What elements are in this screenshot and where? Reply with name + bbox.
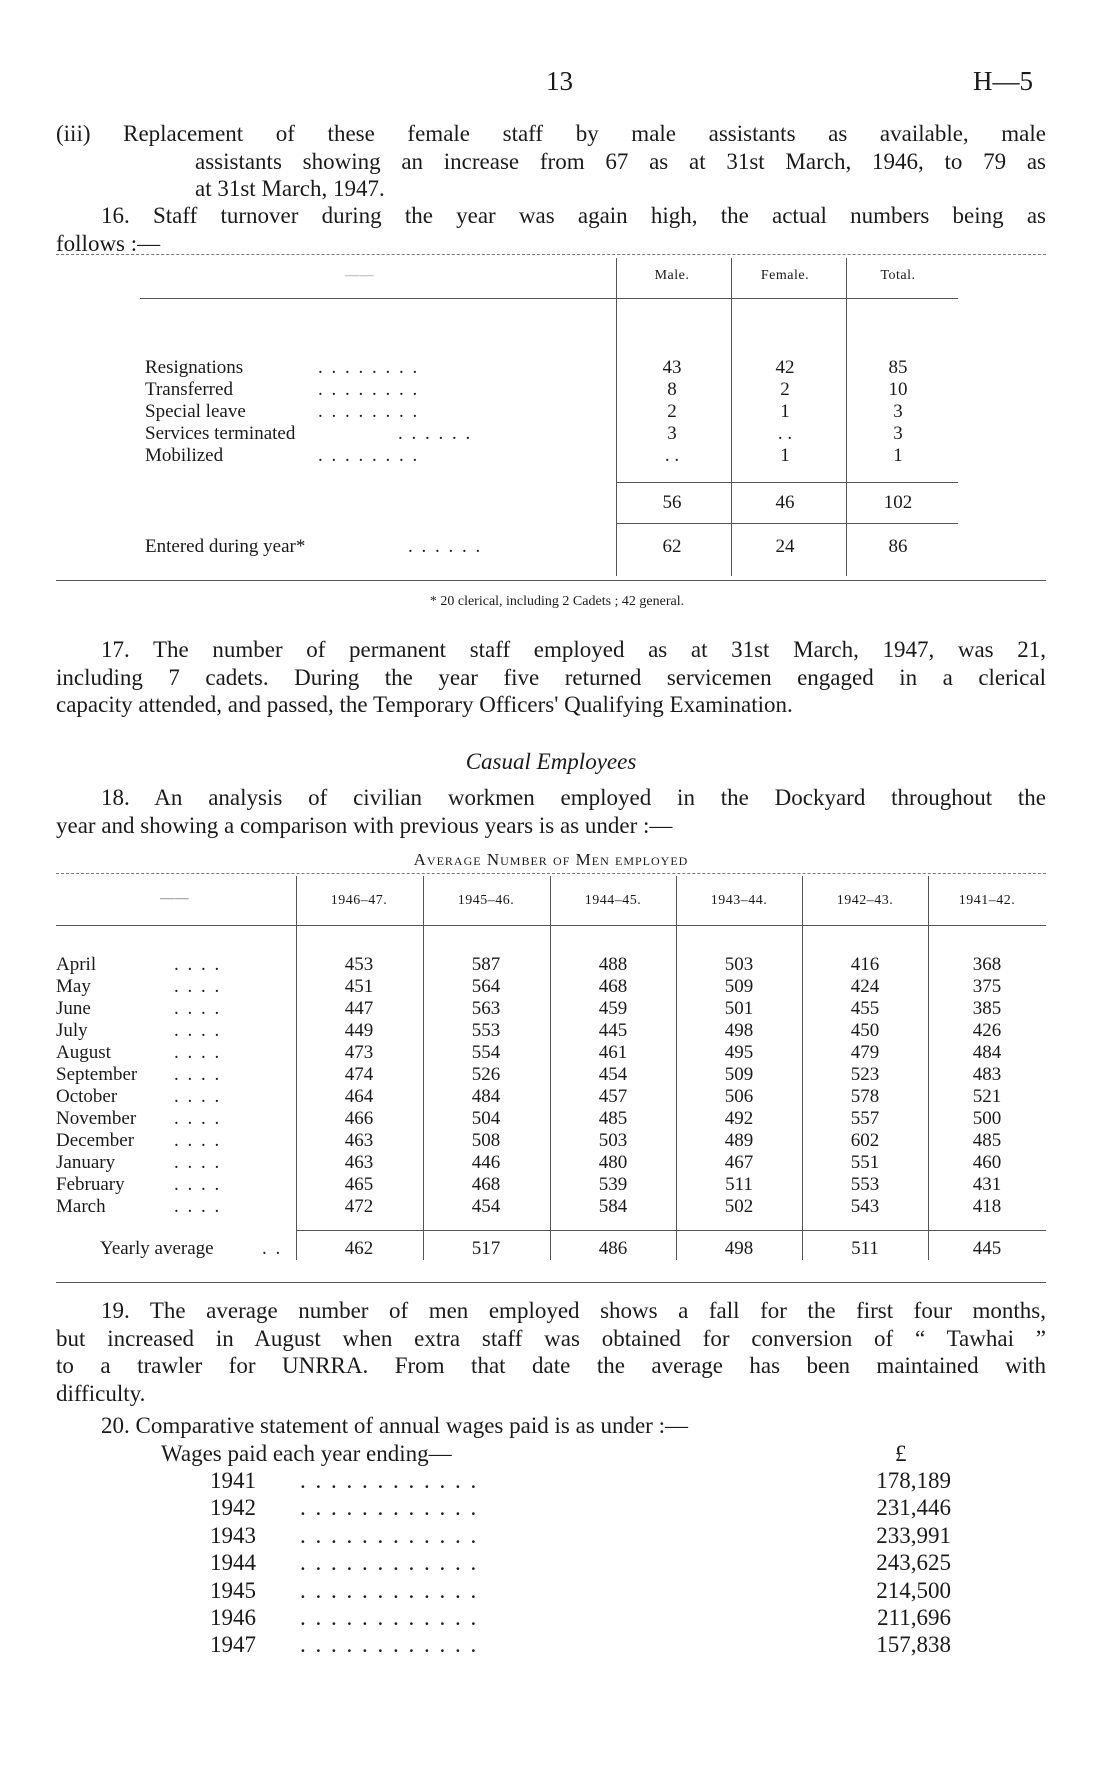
table-cell: 466 [344, 1108, 374, 1129]
table-cell: 539 [598, 1174, 628, 1195]
leader-dots: . . . . [174, 1196, 222, 1217]
cell-total: 86 [888, 536, 908, 557]
average-cell: 498 [724, 1238, 754, 1259]
table-cell: 504 [471, 1108, 501, 1129]
paragraph-20: 20. Comparative statement of annual wages paid is as under :— [101, 1413, 688, 1438]
table-bottom-rule [56, 580, 1046, 581]
wages-year: 1944 [210, 1550, 256, 1575]
table-cell: 453 [344, 954, 374, 975]
table-cell: 509 [724, 1064, 754, 1085]
month-label: April [56, 954, 97, 975]
table-cell: 508 [471, 1130, 501, 1151]
table-cell: 416 [850, 954, 880, 975]
column-rule [846, 258, 847, 576]
table-cell: 449 [344, 1020, 374, 1041]
wages-year: 1946 [210, 1605, 256, 1630]
average-cell: 462 [344, 1238, 374, 1259]
table-cell: 484 [471, 1086, 501, 1107]
header-rule [140, 298, 958, 299]
table-cell: 492 [724, 1108, 754, 1129]
header-rule [56, 925, 1046, 926]
table-cell: 472 [344, 1196, 374, 1217]
table-cell: 451 [344, 976, 374, 997]
table-cell: 506 [724, 1086, 754, 1107]
month-label: August [56, 1042, 111, 1063]
table-cell: 500 [972, 1108, 1002, 1129]
row-label: Transferred [145, 379, 233, 400]
paragraph-16 [56, 202, 1046, 257]
table-cell: 495 [724, 1042, 754, 1063]
column-header: 1942–43. [836, 893, 894, 908]
table-cell: 467 [724, 1152, 754, 1173]
stub-header: —— [160, 891, 189, 906]
table-top-rule [56, 873, 1046, 874]
table-cell: 484 [972, 1042, 1002, 1063]
column-rule [731, 258, 732, 576]
row-label: Yearly average [100, 1238, 214, 1259]
total-total: 102 [883, 492, 913, 513]
total-rule [616, 523, 958, 524]
table-cell: 480 [598, 1152, 628, 1173]
paragraph-line: including 7 cadets. During the year five returned servicemen engaged in a clerical [56, 664, 1046, 690]
paragraph-line: follows :— [56, 230, 161, 256]
wages-year: 1947 [210, 1632, 256, 1657]
table-top-rule [56, 254, 1046, 255]
document-reference: H—5 [973, 66, 1033, 96]
average-cell: 517 [471, 1238, 501, 1259]
month-label: May [56, 976, 91, 997]
leader-dots: . . . . [174, 976, 222, 997]
paragraph-17 [56, 636, 1046, 719]
cell-female: 24 [775, 536, 795, 557]
leader-dots: . . . . [174, 1086, 222, 1107]
leader-dots: . . . . [174, 1020, 222, 1041]
row-label: Resignations [145, 357, 244, 378]
table-cell: 564 [471, 976, 501, 997]
leader-dots: . . . . . . . . [318, 401, 420, 422]
leader-dots: . . . . . . . . . . . . [300, 1605, 479, 1630]
table-cell: 488 [598, 954, 628, 975]
paragraph-line: 18. An analysis of civilian workmen employed in the Dockyard throughout the [101, 785, 1046, 810]
leader-dots: . . . . . . . . [318, 357, 420, 378]
month-label: December [56, 1130, 135, 1151]
table-cell: 454 [471, 1196, 501, 1217]
table-cell: 426 [972, 1020, 1002, 1041]
table-cell: 468 [471, 1174, 501, 1195]
cell-total: 3 [893, 423, 903, 444]
page-number: 13 [546, 66, 573, 96]
table-cell: 602 [850, 1130, 880, 1151]
leader-dots: . . [262, 1238, 283, 1259]
paragraph-line: assistants showing an increase from 67 as at 31st March, 1946, to 79 as [195, 148, 1046, 174]
column-header: 1945–46. [457, 893, 515, 908]
table-cell: 461 [598, 1042, 628, 1063]
table-cell: 445 [598, 1020, 628, 1041]
table-cell: 554 [471, 1042, 501, 1063]
paragraph-line: year and showing a comparison with previous years is as under :— [56, 812, 673, 838]
table-cell: 447 [344, 998, 374, 1019]
table-cell: 424 [850, 976, 880, 997]
leader-dots: . . . . . . . . [318, 445, 420, 466]
table-cell: 474 [344, 1064, 374, 1085]
table-cell: 509 [724, 976, 754, 997]
table-cell: 553 [471, 1020, 501, 1041]
column-header-total: Total. [880, 268, 916, 283]
cell-male: 43 [662, 357, 682, 378]
table-cell: 489 [724, 1130, 754, 1151]
paragraph-18 [56, 784, 1046, 839]
leader-dots: . . . . . . . . [318, 379, 420, 400]
wages-amount: 214,500 [876, 1578, 951, 1603]
table-cell: 503 [598, 1130, 628, 1151]
leader-dots: . . . . [174, 1108, 222, 1129]
row-label: Services terminated [145, 423, 296, 444]
table-cell: 503 [724, 954, 754, 975]
cell-male: 2 [667, 401, 677, 422]
table-cell: 551 [850, 1152, 880, 1173]
month-label: February [56, 1174, 125, 1195]
leader-dots: . . . . . . . . . . . . [300, 1550, 479, 1575]
table-cell: 473 [344, 1042, 374, 1063]
paragraph-line: capacity attended, and passed, the Temporary Officers' Qualifying Examination. [56, 692, 793, 718]
table-cell: 563 [471, 998, 501, 1019]
section-heading: Casual Employees [465, 749, 637, 774]
paragraph-line: to a trawler for UNRRA. From that date the average has been maintained with [56, 1353, 1046, 1379]
leader-dots: . . . . . . . . . . . . [300, 1578, 479, 1603]
cell-female: 2 [780, 379, 790, 400]
table-cell: 457 [598, 1086, 628, 1107]
paragraph-iii [56, 120, 1046, 203]
cell-female: 1 [780, 401, 790, 422]
table-cell: 485 [972, 1130, 1002, 1151]
table-cell: 502 [724, 1196, 754, 1217]
table-cell: 463 [344, 1130, 374, 1151]
leader-dots: . . . . [174, 954, 222, 975]
table-cell: 483 [972, 1064, 1002, 1085]
month-label: March [56, 1196, 106, 1217]
cell-female: . . [777, 423, 793, 444]
paragraph-line: at 31st March, 1947. [195, 176, 385, 202]
paragraph-line: 19. The average number of men employed shows a fall for the first four months, [101, 1298, 1046, 1323]
cell-female: 42 [775, 357, 795, 378]
table-footnote: * 20 clerical, including 2 Cadets ; 42 general. [429, 594, 685, 609]
month-label: June [56, 998, 91, 1019]
cell-male: 62 [662, 536, 682, 557]
column-header: 1946–47. [330, 893, 388, 908]
cell-male: 8 [667, 379, 677, 400]
paragraph-line: difficulty. [56, 1380, 146, 1406]
cell-total: 3 [893, 401, 903, 422]
stub-header: —— [345, 268, 374, 283]
table-cell: 446 [471, 1152, 501, 1173]
month-label: October [56, 1086, 118, 1107]
table-cell: 418 [972, 1196, 1002, 1217]
average-cell: 511 [851, 1238, 879, 1259]
month-label: January [56, 1152, 116, 1173]
table-cell: 584 [598, 1196, 628, 1217]
column-header-female: Female. [760, 268, 810, 283]
table-cell: 578 [850, 1086, 880, 1107]
table-cell: 521 [972, 1086, 1002, 1107]
wages-amount: 233,991 [876, 1523, 951, 1548]
month-label: July [56, 1020, 88, 1041]
cell-total: 10 [888, 379, 908, 400]
table-cell: 464 [344, 1086, 374, 1107]
leader-dots: . . . . [174, 1130, 222, 1151]
table-cell: 557 [850, 1108, 880, 1129]
table-cell: 375 [972, 976, 1002, 997]
table-cell: 431 [972, 1174, 1002, 1195]
paragraph-line: (iii) Replacement of these female staff by male assistants as available, male [56, 121, 1046, 146]
leader-dots: . . . . . . . . . . . . [300, 1495, 479, 1520]
table-cell: 368 [972, 954, 1002, 975]
table-cell: 385 [972, 998, 1002, 1019]
wages-amount: 178,189 [876, 1468, 951, 1493]
table-cell: 463 [344, 1152, 374, 1173]
wages-year: 1941 [210, 1468, 256, 1493]
wages-year: 1943 [210, 1523, 256, 1548]
table-cell: 455 [850, 998, 880, 1019]
leader-dots: . . . . . . . . . . . . [300, 1523, 479, 1548]
leader-dots: . . . . [174, 1152, 222, 1173]
table-cell: 485 [598, 1108, 628, 1129]
wages-subheading: Wages paid each year ending— [161, 1441, 452, 1466]
table-cell: 479 [850, 1042, 880, 1063]
currency-unit: £ [895, 1441, 907, 1466]
average-cell: 486 [598, 1238, 628, 1259]
table-cell: 511 [725, 1174, 753, 1195]
column-header: 1941–42. [958, 893, 1016, 908]
row-label: Entered during year* [145, 536, 306, 557]
leader-dots: . . . . [174, 1064, 222, 1085]
leader-dots: . . . . . . [398, 423, 473, 444]
cell-total: 85 [888, 357, 908, 378]
total-female: 46 [775, 492, 795, 513]
table-cell: 454 [598, 1064, 628, 1085]
row-label: Mobilized [145, 445, 224, 466]
table-cell: 498 [724, 1020, 754, 1041]
leader-dots: . . . . . . . . . . . . [300, 1632, 479, 1657]
table-bottom-rule [56, 1282, 1046, 1283]
wages-year: 1942 [210, 1495, 256, 1520]
table-cell: 450 [850, 1020, 880, 1041]
table-title: Average Number of Men employed [413, 850, 689, 869]
leader-dots: . . . . [174, 998, 222, 1019]
cell-male: . . [664, 445, 680, 466]
paragraph-19 [56, 1297, 1046, 1407]
table-cell: 587 [471, 954, 501, 975]
cell-male: 3 [667, 423, 677, 444]
paragraph-line: 17. The number of permanent staff employed as at 31st March, 1947, was 21, [101, 637, 1046, 662]
month-label: November [56, 1108, 137, 1129]
leader-dots: . . . . [174, 1042, 222, 1063]
wages-amount: 157,838 [876, 1632, 951, 1657]
table-cell: 468 [598, 976, 628, 997]
table-cell: 523 [850, 1064, 880, 1085]
wages-amount: 243,625 [876, 1550, 951, 1575]
table-cell: 465 [344, 1174, 374, 1195]
cell-total: 1 [893, 445, 903, 466]
column-rule [616, 258, 617, 576]
leader-dots: . . . . [174, 1174, 222, 1195]
table-cell: 501 [724, 998, 754, 1019]
wages-amount: 231,446 [876, 1495, 951, 1520]
wages-amount: 211,696 [877, 1605, 951, 1630]
column-header: 1944–45. [584, 893, 642, 908]
average-cell: 445 [972, 1238, 1002, 1259]
total-male: 56 [662, 492, 682, 513]
subtotal-rule [616, 482, 958, 483]
table-cell: 526 [471, 1064, 501, 1085]
column-header-male: Male. [654, 268, 690, 283]
average-rule [296, 1230, 1046, 1231]
table-cell: 459 [598, 998, 628, 1019]
table-cell: 553 [850, 1174, 880, 1195]
table-cell: 543 [850, 1196, 880, 1217]
wages-year: 1945 [210, 1578, 256, 1603]
cell-female: 1 [780, 445, 790, 466]
paragraph-line: 16. Staff turnover during the year was again high, the actual numbers being as [101, 203, 1046, 228]
leader-dots: . . . . . . [408, 536, 483, 557]
table-cell: 460 [972, 1152, 1002, 1173]
row-label: Special leave [145, 401, 246, 422]
leader-dots: . . . . . . . . . . . . [300, 1468, 479, 1493]
column-header: 1943–44. [710, 893, 768, 908]
paragraph-line: but increased in August when extra staff was obtained for conversion of “ Tawhai ” [56, 1325, 1046, 1351]
month-label: September [56, 1064, 138, 1085]
